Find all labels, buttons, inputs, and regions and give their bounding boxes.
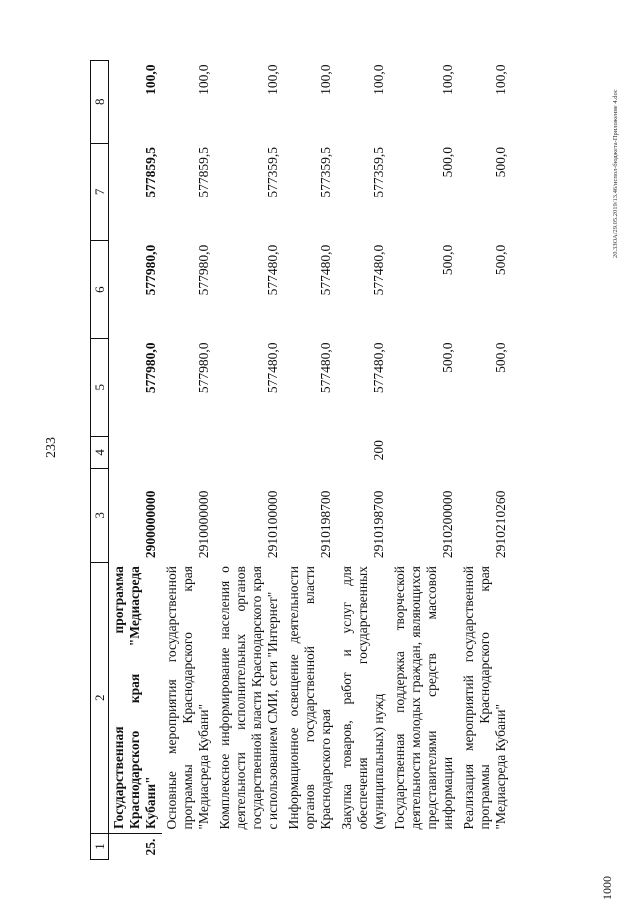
- header-cell: 1: [91, 833, 109, 859]
- row-c6: 577980,0: [196, 244, 211, 296]
- row-c5: 577980,0: [143, 342, 158, 394]
- table-row: [337, 61, 390, 860]
- row-c7: 500,0: [440, 147, 455, 178]
- page-number: 233: [44, 437, 59, 458]
- row-c6: 577980,0: [143, 244, 158, 296]
- row-name: Информационное освещение деятельности органов государственной власти Краснодарского края: [286, 566, 333, 830]
- header-cell: 2: [91, 562, 109, 833]
- row-c4: [215, 436, 284, 469]
- row-c7: 577859,5: [143, 147, 158, 198]
- row-name: Государственная поддержка творческой деятельности молодых граждан, являющихся представителями средств массовой информации: [392, 566, 455, 830]
- row-name: Государственная программа Краснодарского края "Медиасреда Кубани": [109, 562, 163, 833]
- row-number: [459, 833, 512, 859]
- row-number: [215, 833, 284, 859]
- rotated-table-container: [90, 60, 610, 860]
- row-c4: [284, 436, 337, 469]
- row-c6: 500,0: [440, 244, 455, 276]
- row-c4: [390, 436, 459, 469]
- row-name: Закупка товаров, работ и услуг для обеспечения государственных (муниципальных) нужд: [339, 566, 386, 830]
- header-cell: 8: [91, 61, 109, 144]
- row-c4: 200: [371, 440, 386, 461]
- row-c8: 100,0: [440, 64, 455, 95]
- row-c8: 100,0: [493, 64, 508, 95]
- row-number: [390, 833, 459, 859]
- row-code: 2910198700: [371, 490, 386, 559]
- table-row: [109, 61, 163, 860]
- header-cell: 6: [91, 241, 109, 339]
- row-name: Основные мероприятия государственной программы Краснодарского края "Медиасреда Кубани": [164, 566, 211, 830]
- row-number: [337, 833, 390, 859]
- row-c7: 577359,5: [318, 147, 333, 198]
- row-c5: 577480,0: [265, 342, 280, 394]
- row-c5: 500,0: [440, 342, 455, 373]
- row-c8: 100,0: [371, 64, 386, 95]
- header-cell: 7: [91, 143, 109, 241]
- row-number: [284, 833, 337, 859]
- row-c5: 577480,0: [318, 342, 333, 394]
- header-cell: 3: [91, 469, 109, 562]
- table-row: [215, 61, 284, 860]
- row-c7: 577859,5: [196, 147, 211, 198]
- row-c7: 500,0: [493, 147, 508, 178]
- row-c7: 577359,5: [371, 147, 386, 198]
- footer-file-path: 20.3ЗОА/29.05.2019/13.46/испол-бюджета-Приложение 4.doc: [612, 89, 619, 258]
- row-code: 2910000000: [196, 490, 211, 559]
- row-c5: 577480,0: [371, 342, 386, 394]
- row-number: 25.: [143, 838, 158, 856]
- table-row: [459, 61, 512, 860]
- table-row: [162, 61, 215, 860]
- budget-table: [90, 60, 512, 860]
- row-c6: 500,0: [493, 244, 508, 276]
- row-c4: [162, 436, 215, 469]
- row-name: Комплексное информирование населения о деятельности исполнительных органов государственной власти Краснодарского края с использованием СМИ, сети "Интернет": [217, 566, 280, 830]
- row-number: [162, 833, 215, 859]
- row-code: 2910210260: [493, 490, 508, 559]
- table-header-row: [91, 61, 109, 860]
- table-row: [390, 61, 459, 860]
- header-cell: 5: [91, 338, 109, 436]
- row-c4: [459, 436, 512, 469]
- row-c4: [109, 436, 163, 469]
- corner-number: 1000: [600, 876, 614, 900]
- row-c6: 577480,0: [371, 244, 386, 296]
- row-code: 2900000000: [143, 490, 158, 559]
- table-row: [284, 61, 337, 860]
- row-c6: 577480,0: [265, 244, 280, 296]
- row-code: 2910200000: [440, 490, 455, 559]
- row-name: Реализация мероприятий государственной программы Краснодарского края "Медиасреда Кубани": [461, 566, 508, 830]
- row-code: 2910198700: [318, 490, 333, 559]
- row-c8: 100,0: [143, 64, 158, 95]
- header-cell: 4: [91, 436, 109, 469]
- row-c8: 100,0: [265, 64, 280, 95]
- row-code: 2910100000: [265, 490, 280, 559]
- row-c6: 577480,0: [318, 244, 333, 296]
- row-c8: 100,0: [196, 64, 211, 95]
- row-c8: 100,0: [318, 64, 333, 95]
- row-c7: 577359,5: [265, 147, 280, 198]
- row-c5: 577980,0: [196, 342, 211, 394]
- row-c5: 500,0: [493, 342, 508, 373]
